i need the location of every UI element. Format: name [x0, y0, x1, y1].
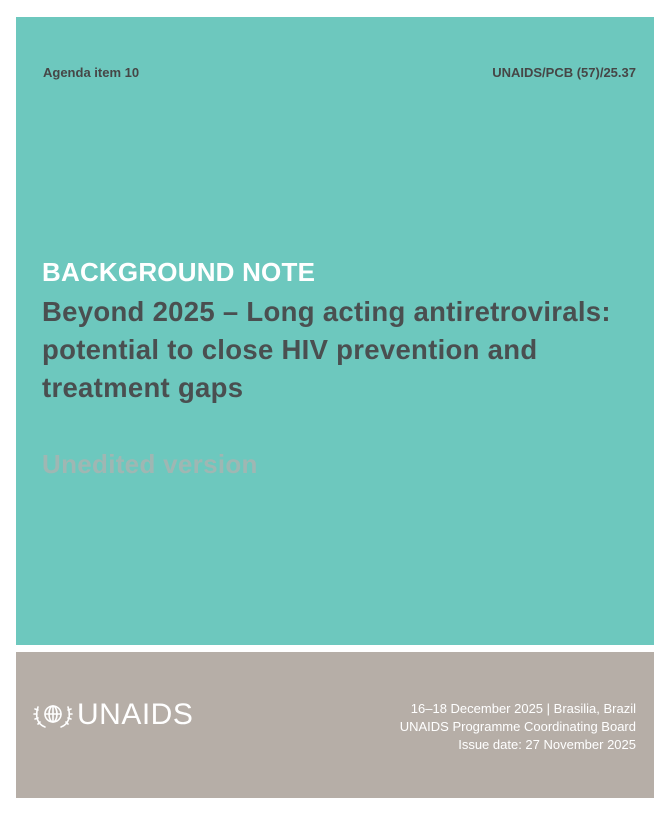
- document-type: BACKGROUND NOTE: [42, 257, 316, 287]
- cover-bottom-panel: [16, 652, 654, 798]
- issue-date: Issue date: 27 November 2025: [458, 737, 636, 752]
- document-reference: UNAIDS/PCB (57)/25.37: [492, 65, 636, 80]
- document-title: Beyond 2025 – Long acting antiretrovirals: potential to close HIV prevention and treatment gaps: [42, 296, 611, 403]
- board-name: UNAIDS Programme Coordinating Board: [399, 719, 636, 734]
- cover-top-panel: [16, 17, 654, 645]
- document-status: Unedited version: [42, 449, 258, 479]
- un-wreath-emblem-icon: [33, 700, 73, 730]
- unaids-logo: [33, 700, 193, 730]
- meeting-info: [400, 700, 636, 754]
- unaids-logo-text: UNAIDS: [77, 698, 194, 731]
- meeting-dates-location: 16–18 December 2025 | Brasilia, Brazil: [410, 701, 636, 716]
- agenda-item: Agenda item 10: [43, 65, 140, 80]
